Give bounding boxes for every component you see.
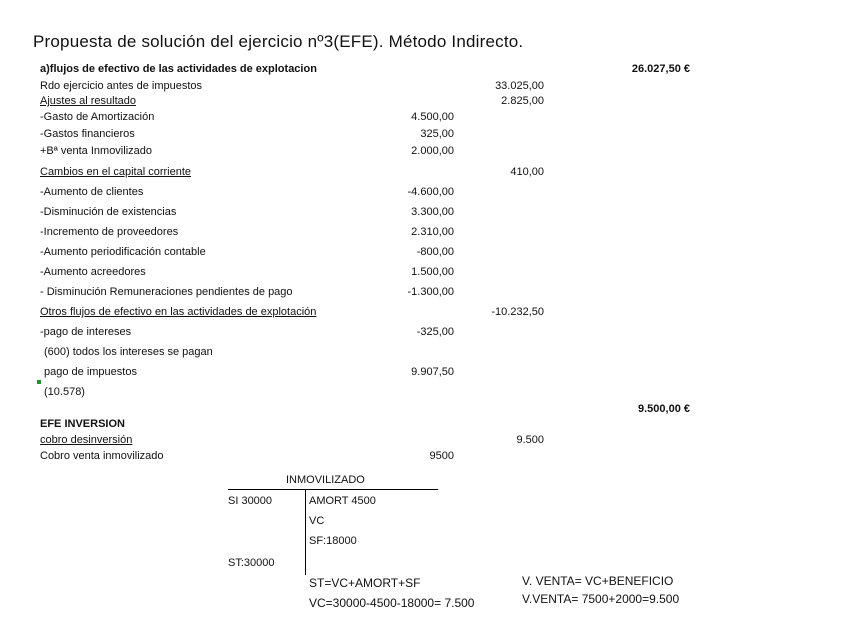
row-periodificacion-col1: -800,00 (416, 246, 454, 258)
row-rdo-col2: 33.025,00 (495, 80, 544, 92)
row-ajustes-col2: 2.825,00 (501, 95, 544, 107)
formula-venta-result: V.VENTA= 7500+2000=9.500 (522, 592, 680, 606)
section-a-total: 26.027,50 € (631, 63, 690, 75)
row-amortizacion-col1: 4.500,00 (411, 111, 454, 123)
row-clientes-col1: -4.600,00 (407, 186, 454, 198)
formula-venta: V. VENTA= VC+BENEFICIO (522, 574, 674, 588)
t-account-st: ST:30000 (228, 557, 275, 569)
row-existencias-col1: 3.300,00 (411, 206, 454, 218)
t-account-si: SI 30000 (228, 495, 273, 507)
row-existencias-label: -Disminución de existencias (40, 206, 177, 218)
row-pago-impuestos-col1: 9.907,50 (411, 366, 454, 378)
row-proveedores-col1: 2.310,00 (411, 226, 454, 238)
row-remuneraciones-label: - Disminución Remuneraciones pendientes de pago (40, 286, 293, 298)
t-account-title: INMOVILIZADO (286, 474, 365, 486)
t-account-amort: AMORT 4500 (309, 495, 376, 507)
row-periodificacion-label: -Aumento periodificación contable (40, 246, 206, 258)
page-title: Propuesta de solución del ejercicio nº3(EFE). Método Indirecto. (33, 32, 524, 51)
row-otros-flujos-label: Otros flujos de efectivo en las actividades de explotación (40, 306, 317, 318)
row-capital-corriente-label: Cambios en el capital corriente (40, 166, 192, 178)
inversion-heading: EFE INVERSION (40, 418, 125, 430)
row-venta-inmov-col1: 2.000,00 (411, 145, 454, 157)
t-account-sf: SF:18000 (309, 535, 357, 547)
cell-comment-marker (37, 380, 41, 384)
row-gastos-fin-label: -Gastos financieros (40, 128, 135, 140)
inversion-row-label: Cobro venta inmovilizado (40, 450, 164, 462)
row-impuestos-note: (10.578) (44, 386, 85, 398)
inversion-row-value: 9500 (429, 450, 454, 462)
row-capital-corriente-col2: 410,00 (510, 166, 544, 178)
formula-st: ST=VC+AMORT+SF (309, 576, 421, 590)
row-remuneraciones-col1: -1.300,00 (407, 286, 454, 298)
row-intereses-note: (600) todos los intereses se pagan (44, 346, 213, 358)
row-amortizacion-label: -Gasto de Amortización (40, 111, 155, 123)
row-rdo-label: Rdo ejercicio antes de impuestos (40, 80, 203, 92)
row-venta-inmov-label: +Bª venta Inmovilizado (40, 145, 152, 157)
t-account-top-line (228, 489, 438, 490)
t-account-vc: VC (309, 515, 325, 527)
inversion-sub-value: 9.500 (516, 434, 544, 446)
row-proveedores-label: -Incremento de proveedores (40, 226, 179, 238)
row-clientes-label: -Aumento de clientes (40, 186, 144, 198)
row-acreedores-col1: 1.500,00 (411, 266, 454, 278)
row-pago-intereses-label: -pago de intereses (40, 326, 132, 338)
row-otros-flujos-col2: -10.232,50 (491, 306, 544, 318)
t-account-center-line (305, 489, 306, 575)
row-pago-intereses-col1: -325,00 (416, 326, 454, 338)
row-acreedores-label: -Aumento acreedores (40, 266, 146, 278)
inversion-total: 9.500,00 € (638, 403, 690, 415)
row-pago-impuestos-label: pago de impuestos (44, 366, 137, 378)
section-a-heading: a)flujos de efectivo de las actividades de explotacion (40, 63, 317, 75)
row-ajustes-label: Ajustes al resultado (40, 95, 136, 107)
row-gastos-fin-col1: 325,00 (420, 128, 454, 140)
formula-vc: VC=30000-4500-18000= 7.500 (309, 596, 475, 610)
inversion-sub-label: cobro desinversión (40, 434, 133, 446)
